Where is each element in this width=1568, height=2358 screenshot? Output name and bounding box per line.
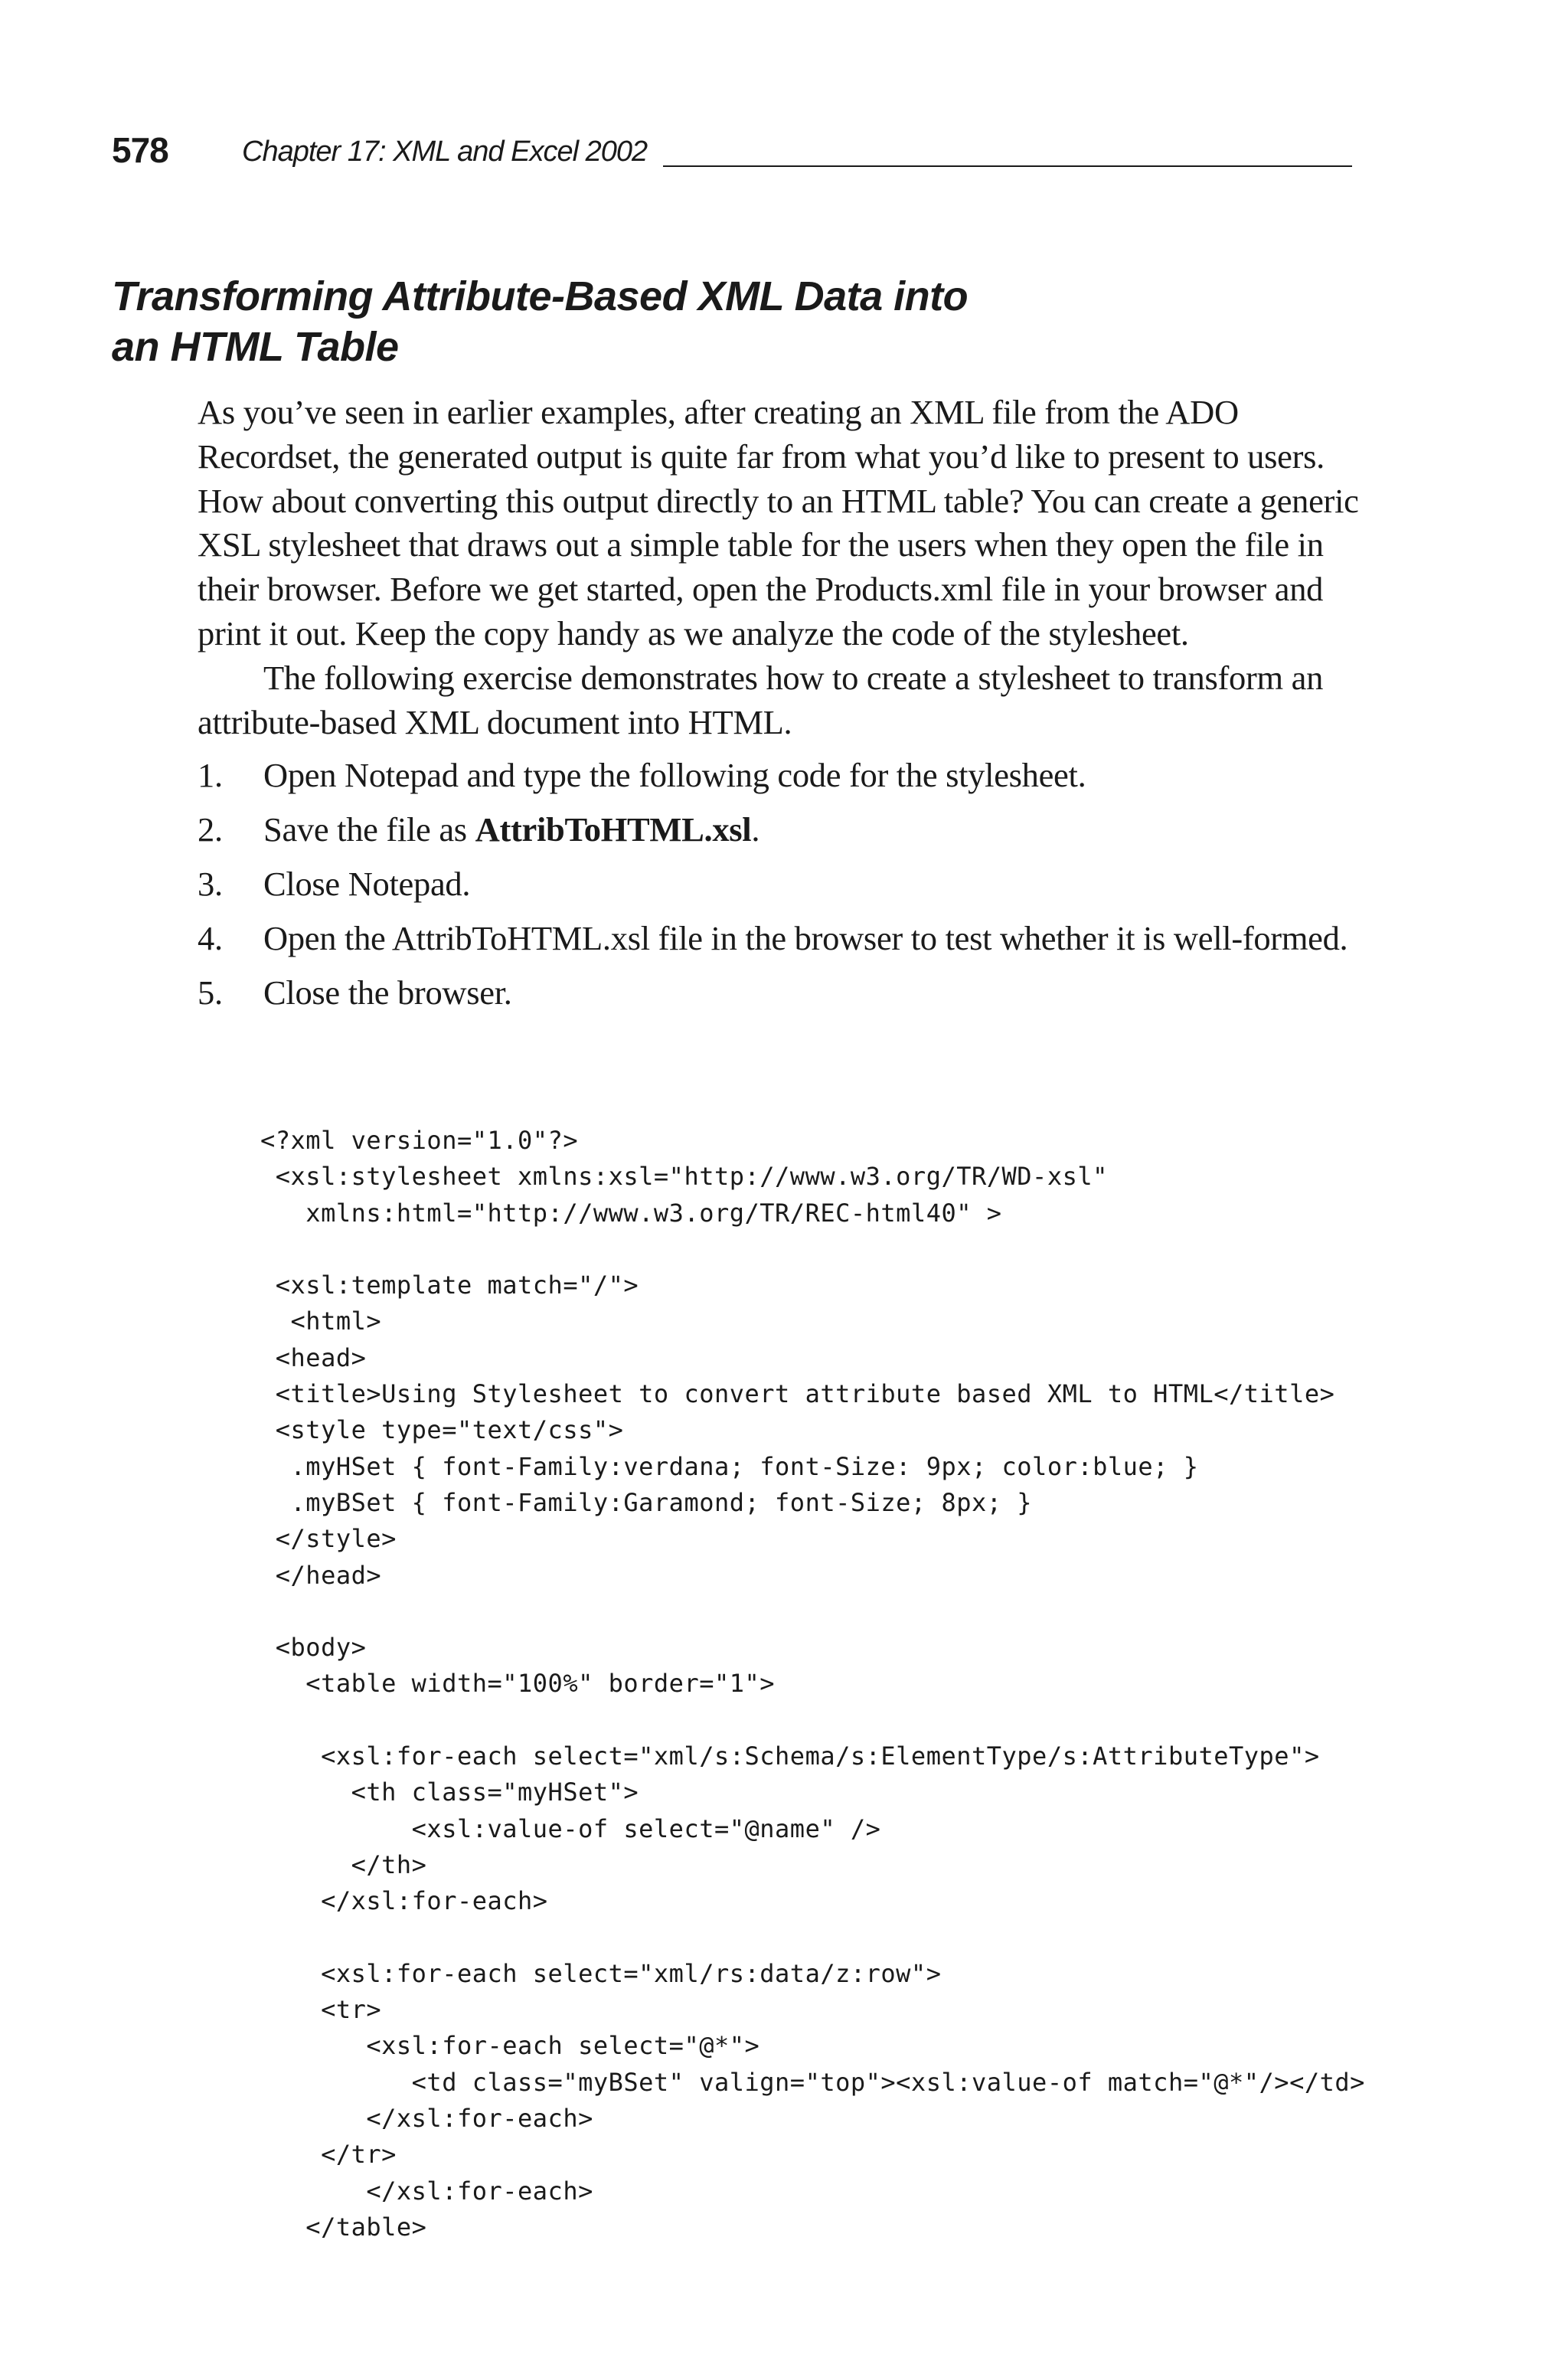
body-text [198, 391, 1369, 1025]
step-text: Close the browser. [263, 973, 512, 1012]
header-rule [663, 165, 1352, 167]
code-line: <td class="myBSet" valign="top"><xsl:value-of match="@*"/></td> [260, 2067, 1365, 2097]
code-line: </xsl:for-each> [260, 1886, 548, 1916]
code-line: </head> [260, 1560, 382, 1590]
step-number: 5. [198, 973, 223, 1012]
step-item [198, 917, 1369, 961]
step-item [198, 754, 1369, 798]
step-filename: AttribToHTML.xsl [475, 810, 752, 849]
code-line: <xsl:for-each select="@*"> [260, 2031, 760, 2061]
step-text: Open the AttribToHTML.xsl file in the browser to test whether it is well-formed. [263, 918, 1348, 957]
step-number: 4. [198, 918, 223, 957]
intro-paragraph: As you’ve seen in earlier examples, after creating an XML file from the ADO Recordset, the generated output is quite far from what you’d like to present to users. How about converting this output directly to an HTML table? You can create a generic XSL stylesheet that draws out a simple table for the users when they open the file in their browser. Before we get started, open the Products.xml file in your browser and print it out. Keep the copy handy as we analyze the code of the stylesheet. [198, 393, 1359, 652]
code-line: </tr> [260, 2140, 397, 2170]
code-line: <th class="myHSet"> [260, 1777, 639, 1807]
section-heading-line-2: an HTML Table [112, 324, 399, 370]
code-line: <xsl:stylesheet xmlns:xsl="http://www.w3.org/TR/WD-xsl" [260, 1162, 1108, 1192]
code-line: </xsl:for-each> [260, 2176, 593, 2206]
code-line: </table> [260, 2212, 427, 2242]
code-line: <tr> [260, 1995, 382, 2025]
code-line [260, 1920, 1363, 1956]
code-line: </style> [260, 1524, 397, 1554]
step-text-end: . [751, 810, 760, 849]
page-number: 578 [112, 130, 168, 170]
code-line: <xsl:for-each select="xml/rs:data/z:row"> [260, 1958, 942, 1988]
code-line [260, 1231, 1363, 1267]
code-line: <xsl:for-each select="xml/s:Schema/s:ElementType/s:AttributeType"> [260, 1742, 1320, 1771]
code-line: .myHSet { font-Family:verdana; font-Size: 9px; color:blue; } [260, 1451, 1199, 1481]
step-item [198, 862, 1369, 907]
step-text: Open Notepad and type the following code for the stylesheet. [263, 756, 1086, 795]
running-header [112, 129, 1352, 172]
section-heading [112, 271, 1107, 372]
code-listing [260, 1123, 1363, 2245]
exercise-paragraph: The following exercise demonstrates how to create a stylesheet to transform an attribute-based XML document into HTML. [198, 658, 1324, 741]
code-line: <body> [260, 1633, 367, 1663]
step-number: 1. [198, 756, 223, 795]
code-line: <html> [260, 1307, 382, 1336]
code-line [260, 1702, 1363, 1738]
code-line: <xsl:value-of select="@name" /> [260, 1813, 881, 1843]
code-line: <head> [260, 1343, 367, 1372]
code-line [260, 1594, 1363, 1630]
code-line: <title>Using Stylesheet to convert attribute based XML to HTML</title> [260, 1379, 1335, 1409]
code-line: xmlns:html="http://www.w3.org/TR/REC-html40" > [260, 1198, 1002, 1228]
steps-list [198, 754, 1369, 1015]
code-line: <table width="100%" border="1"> [260, 1669, 776, 1699]
code-line: <style type="text/css"> [260, 1415, 624, 1445]
step-text: Close Notepad. [263, 864, 471, 903]
step-text: Save the file as [263, 810, 475, 849]
step-number: 3. [198, 864, 223, 903]
code-line: <xsl:template match="/"> [260, 1271, 639, 1300]
code-line: <?xml version="1.0"?> [260, 1126, 579, 1155]
section-heading-line-1: Transforming Attribute-Based XML Data into [112, 273, 969, 319]
step-item [198, 808, 1369, 852]
step-number: 2. [198, 810, 223, 849]
code-line: </th> [260, 1849, 427, 1879]
step-item [198, 971, 1369, 1015]
chapter-title: Chapter 17: XML and Excel 2002 [242, 136, 648, 168]
code-line: </xsl:for-each> [260, 2104, 593, 2134]
code-line: .myBSet { font-Family:Garamond; font-Size; 8px; } [260, 1487, 1033, 1517]
